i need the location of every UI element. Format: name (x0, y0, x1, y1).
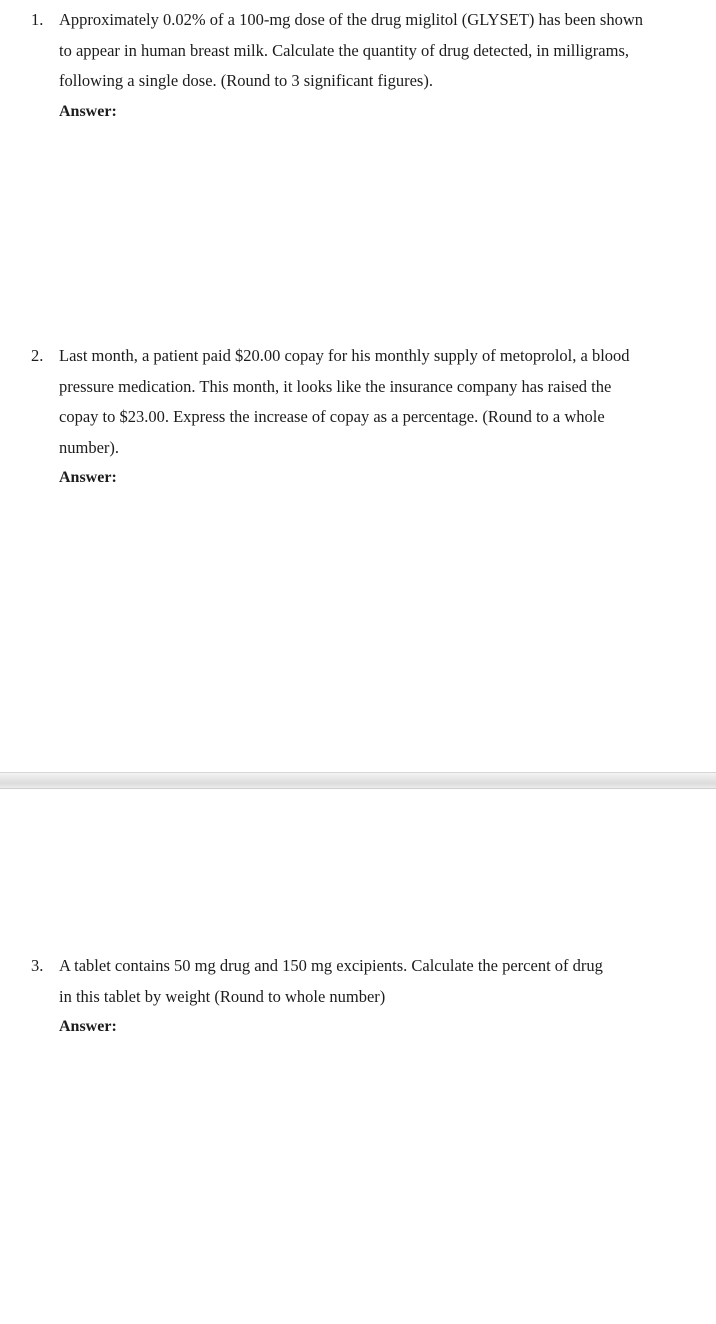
question-text-line: number). (59, 437, 120, 457)
answer-label: Answer: (59, 1018, 117, 1035)
question-text (59, 5, 699, 97)
question-text (59, 341, 699, 463)
document-page-2 (0, 789, 716, 1324)
question-text-line: to appear in human breast milk. Calculate the quantity of drug detected, in milligrams, (59, 40, 630, 60)
question-text-line: A tablet contains 50 mg drug and 150 mg excipients. Calculate the percent of drug (59, 956, 603, 975)
answer-label: Answer: (59, 469, 117, 486)
question-text-line: Approximately 0.02% of a 100-mg dose of the drug miglitol (GLYSET) has been shown (59, 10, 643, 29)
question-text-line: in this tablet by weight (Round to whole number) (59, 986, 386, 1006)
question-text-line: pressure medication. This month, it looks like the insurance company has raised the (59, 376, 612, 396)
question-text-line: following a single dose. (Round to 3 significant figures). (59, 71, 433, 90)
question-text-line: copay to $23.00. Express the increase of copay as a percentage. (Round to a whole (59, 407, 605, 426)
question-number: 1. (31, 10, 44, 29)
question-text-line: Last month, a patient paid $20.00 copay for his monthly supply of metoprolol, a blood (59, 346, 630, 365)
page-break-separator (0, 772, 716, 789)
question-number: 2. (31, 346, 44, 365)
question-text (59, 951, 699, 1012)
answer-label: Answer: (59, 103, 117, 120)
question-number: 3. (31, 956, 44, 975)
